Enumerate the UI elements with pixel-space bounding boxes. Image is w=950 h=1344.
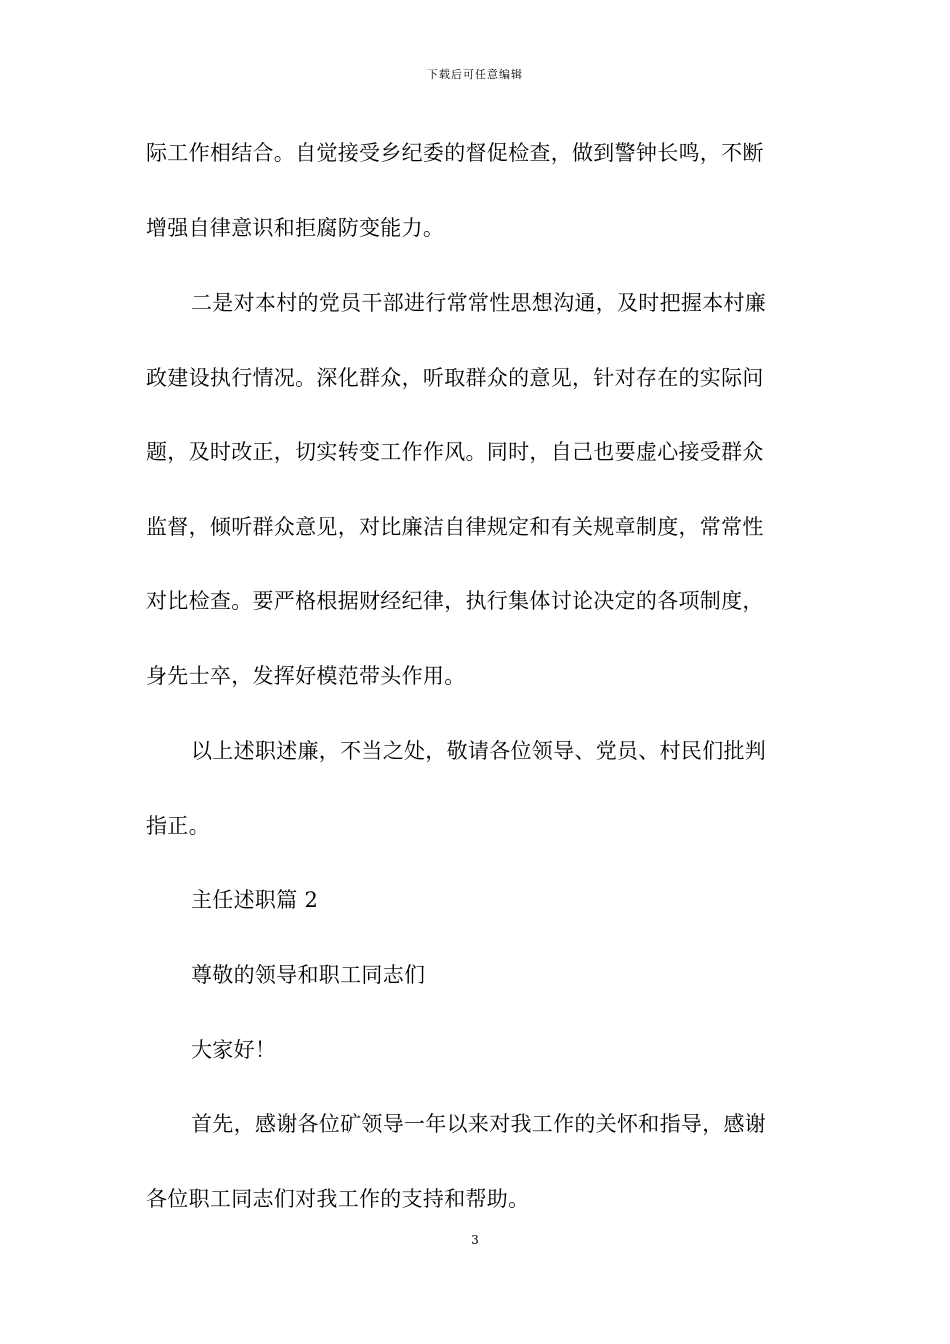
body-line: 身先士卒，发挥好模范带头作用。 bbox=[146, 664, 466, 688]
paragraph-start-line: 二是对本村的党员干部进行常常性思想沟通，及时把握本村廉 bbox=[191, 291, 767, 315]
greeting: 大家好！ bbox=[191, 1038, 277, 1062]
body-line: 题，及时改正，切实转变工作作风。同时，自己也要虚心接受群众 bbox=[146, 440, 764, 464]
header-note: 下载后可任意编辑 bbox=[427, 68, 523, 81]
body-line: 指正。 bbox=[146, 814, 210, 838]
salutation: 尊敬的领导和职工同志们 bbox=[191, 963, 426, 987]
paragraph-start-line: 首先，感谢各位矿领导一年以来对我工作的关怀和指导，感谢 bbox=[191, 1112, 767, 1136]
body-line: 政建设执行情况。深化群众，听取群众的意见，针对存在的实际问 bbox=[146, 366, 764, 390]
body-line: 监督，倾听群众意见，对比廉洁自律规定和有关规章制度，常常性 bbox=[146, 515, 764, 539]
body-line: 际工作相结合。自觉接受乡纪委的督促检查，做到警钟长鸣，不断 bbox=[146, 141, 764, 165]
body-line: 各位职工同志们对我工作的支持和帮助。 bbox=[146, 1187, 530, 1211]
body-line: 对比检查。要严格根据财经纪律，执行集体讨论决定的各项制度， bbox=[146, 589, 764, 613]
paragraph-start-line: 以上述职述廉，不当之处，敬请各位领导、党员、村民们批判 bbox=[191, 739, 767, 763]
page-number: 3 bbox=[471, 1233, 479, 1247]
section-title: 主任述职篇 2 bbox=[191, 888, 319, 912]
body-line: 增强自律意识和拒腐防变能力。 bbox=[146, 216, 445, 240]
